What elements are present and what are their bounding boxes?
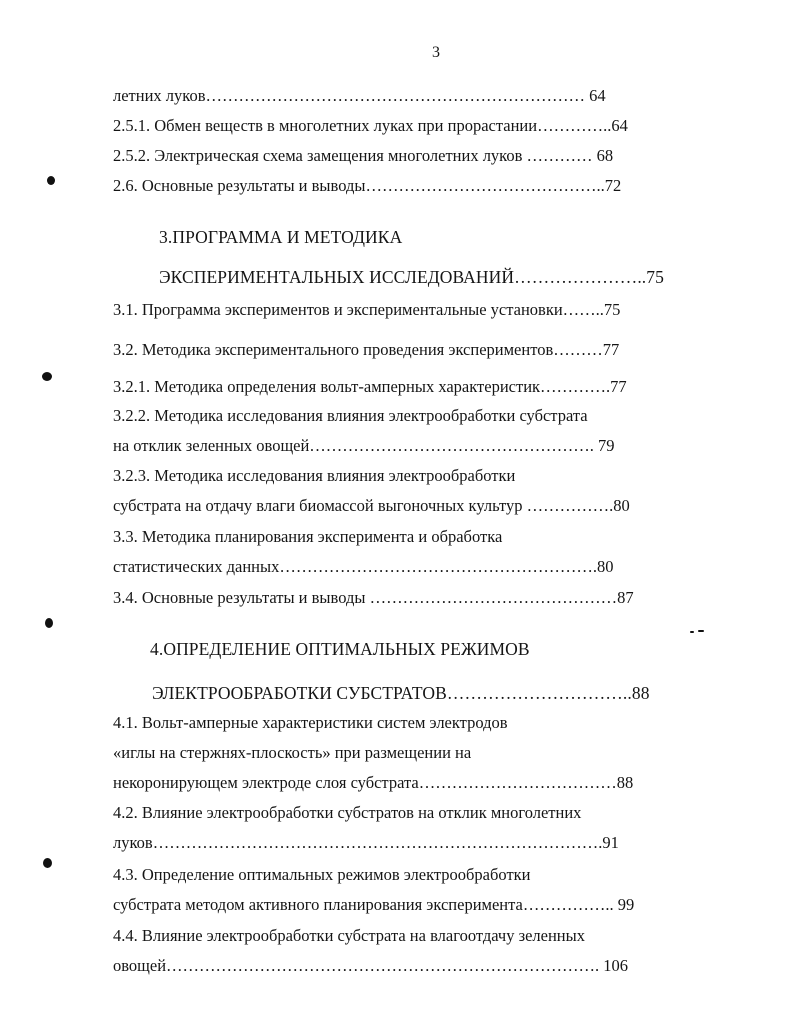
toc-entry-4-3: 4.3. Определение оптимальных режимов электрообработки xyxy=(113,865,531,884)
toc-entry-4-2: 4.2. Влияние электрообработки субстратов на отклик многолетних xyxy=(113,803,582,822)
scan-speck xyxy=(47,176,55,185)
toc-entry-4-4: 4.4. Влияние электрообработки субстрата на влагоотдачу зеленных xyxy=(113,926,585,945)
scan-speck xyxy=(690,631,694,633)
toc-entry-3-3-cont: статистических данных………………………………………………….80 xyxy=(113,557,614,576)
toc-entry-2-6: 2.6. Основные результаты и выводы……………………………………..72 xyxy=(113,176,622,195)
toc-entry-4-3-cont: субстрата методом активного планирования эксперимента…………….. 99 xyxy=(113,895,635,914)
toc-entry-4-4-cont: овощей……………………………………………………………………. 106 xyxy=(113,956,629,975)
toc-entry-3-4: 3.4. Основные результаты и выводы ………………………………………87 xyxy=(113,588,634,607)
chapter-3-heading-line-1: 3.ПРОГРАММА И МЕТОДИКА xyxy=(159,227,403,247)
toc-entry-3-2-3-cont: субстрата на отдачу влаги биомассой выгоночных культур …………….80 xyxy=(113,496,630,515)
chapter-4-heading-line-1: 4.ОПРЕДЕЛЕНИЕ ОПТИМАЛЬНЫХ РЕЖИМОВ xyxy=(150,639,530,659)
toc-entry-3-2-2-cont: на отклик зеленных овощей……………………………………………. 79 xyxy=(113,436,615,455)
toc-entry-3-3: 3.3. Методика планирования эксперимента и обработка xyxy=(113,527,503,546)
toc-entry-4-1-cont-b: некоронирующем электроде слоя субстрата………………………………88 xyxy=(113,773,634,792)
toc-entry-4-1-cont-a: «иглы на стержнях-плоскость» при размещении на xyxy=(113,743,472,762)
toc-entry-3-2: 3.2. Методика экспериментального проведения экспериментов………77 xyxy=(113,340,620,359)
chapter-4-heading-line-2: ЭЛЕКТРООБРАБОТКИ СУБСТРАТОВ…………………………..88 xyxy=(152,683,650,703)
toc-entry-3-2-1: 3.2.1. Методика определения вольт-амперных характеристик………….77 xyxy=(113,377,627,396)
toc-entry-4-2-cont: луков……………………………………………………………………….91 xyxy=(113,833,619,852)
page-number: 3 xyxy=(432,44,440,61)
toc-entry-3-2-3: 3.2.3. Методика исследования влияния электрообработки xyxy=(113,466,516,485)
toc-entry-2-5-cont: летних луков…………………………………………………………… 64 xyxy=(113,86,606,105)
toc-entry-3-2-2: 3.2.2. Методика исследования влияния электрообработки субстрата xyxy=(113,406,588,425)
scan-speck xyxy=(698,630,704,632)
toc-entry-3-1: 3.1. Программа экспериментов и экспериментальные установки……..75 xyxy=(113,300,621,319)
toc-entry-2-5-1: 2.5.1. Обмен веществ в многолетних луках при прорастании…………..64 xyxy=(113,116,628,135)
scan-speck xyxy=(43,858,52,868)
scan-speck xyxy=(45,618,53,628)
scan-speck xyxy=(42,372,52,381)
chapter-3-heading-line-2: ЭКСПЕРИМЕНТАЛЬНЫХ ИССЛЕДОВАНИЙ…………………..75 xyxy=(159,267,664,287)
toc-entry-4-1: 4.1. Вольт-амперные характеристики систем электродов xyxy=(113,713,508,732)
toc-entry-2-5-2: 2.5.2. Электрическая схема замещения многолетних луков ………… 68 xyxy=(113,146,614,165)
